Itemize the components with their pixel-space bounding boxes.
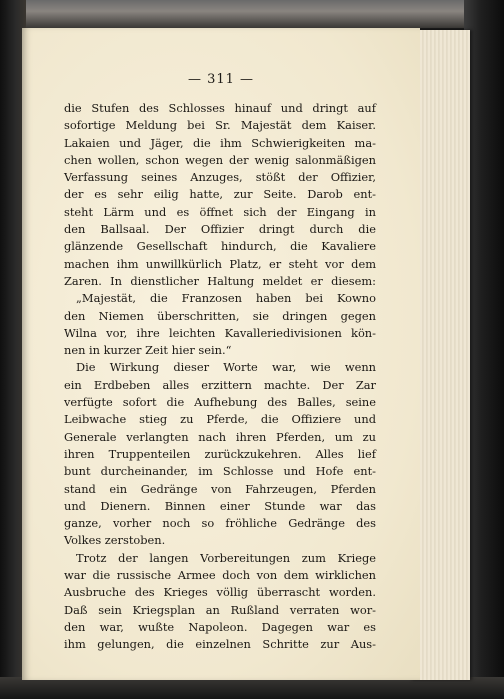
text-line: ganze, vorher noch so fröhliche Gedränge des [64,516,376,531]
scan-background-bottom [0,677,504,699]
text-line: sofortige Meldung bei Sr. Majestät dem Kaiser. [64,118,376,133]
text-line: ihm gelungen, die einzelnen Schritte zur Aus- [64,637,376,652]
text-line: ihren Truppenteilen zurückzukehren. Alles lief [64,446,376,461]
text-line: Wilna vor, ihre leichten Kavalleriedivisionen kön- [64,325,376,340]
text-line: verfügte sofort die Aufhebung des Balles, seine [64,395,376,410]
text-line: bunt durcheinander, im Schlosse und Hofe ent- [64,464,376,479]
text-line: „Majestät, die Franzosen haben bei Kowno [76,291,376,306]
text-line: Lakaien und Jäger, die ihm Schwierigkeiten ma- [64,135,376,150]
text-line: nen in kurzer Zeit hier sein.“ [64,343,232,358]
body-text [64,100,376,654]
text-line: den Niemen überschritten, sie dringen gegen [64,308,376,323]
text-line: und Dienern. Binnen einer Stunde war das [64,498,376,513]
text-line: Leibwache stieg zu Pferde, die Offiziere und [64,412,376,427]
page-number: — 311 — [187,72,255,87]
text-line: machen ihm unwillkürlich Platz, er steht vor dem [64,256,376,271]
text-line: den Ballsaal. Der Offizier dringt durch die [64,222,376,237]
text-line: Daß sein Kriegsplan an Rußland verraten wor- [64,602,376,617]
text-line: war die russische Armee doch von dem wirklichen [64,568,376,583]
text-line: steht Lärm und es öffnet sich der Eingang in [64,204,376,219]
scan-background-top [0,0,504,28]
text-line: ein Erdbeben alles erzittern machte. Der Zar [64,377,376,392]
scan-background-right [464,0,504,699]
text-line: Ausbruche des Krieges völlig überrascht worden. [64,585,376,600]
text-line: Die Wirkung dieser Worte war, wie wenn [76,360,376,375]
text-line: Verfassung seines Anzuges, stößt der Offizier, [64,170,376,185]
text-line: stand ein Gedränge von Fahrzeugen, Pferden [64,481,376,496]
text-line: der es sehr eilig hatte, zur Seite. Darob ent- [64,187,376,202]
text-line: Volkes zerstoben. [64,533,166,548]
text-line: den war, wußte Napoleon. Dagegen war es [64,619,376,634]
text-line: Zaren. In dienstlicher Haltung meldet er diesem: [64,273,376,288]
book-page [22,28,420,680]
text-line: Trotz der langen Vorbereitungen zum Kriege [76,550,376,565]
text-line: die Stufen des Schlosses hinauf und dringt auf [64,101,376,115]
text-line: glänzende Gesellschaft hindurch, die Kavaliere [64,239,376,254]
text-line: Generale verlangten nach ihren Pferden, um zu [64,429,376,444]
text-line: chen wollen, schon wegen der wenig salonmäßigen [64,152,376,167]
